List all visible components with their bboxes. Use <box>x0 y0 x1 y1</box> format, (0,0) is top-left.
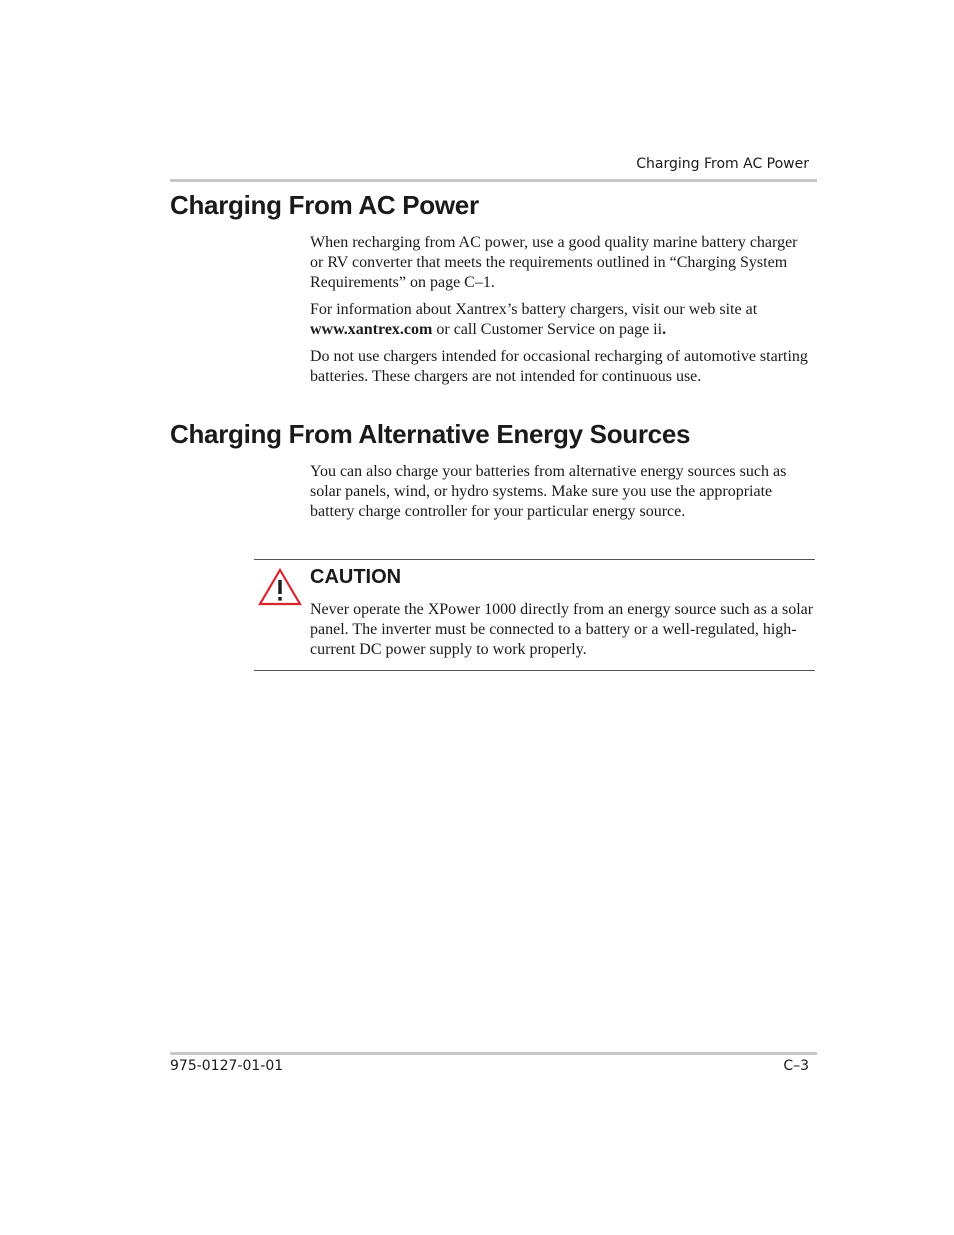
paragraph-text: For information about Xantrex’s battery chargers, visit our web site at <box>310 301 758 318</box>
warning-triangle-icon <box>258 568 302 606</box>
paragraph: Do not use chargers intended for occasional recharging of automotive starting batteries. These chargers are not intended for continuous use. <box>310 348 808 385</box>
section-heading-alternative-energy: Charging From Alternative Energy Sources <box>170 419 691 449</box>
section-heading-ac-power: Charging From AC Power <box>170 190 479 220</box>
caution-title: CAUTION <box>310 566 402 588</box>
paragraph: When recharging from AC power, use a good quality marine battery charger or RV converter that meets the requirements outlined in “Charging System Requirements” on page C–1. <box>310 234 798 291</box>
caution-text: Never operate the XPower 1000 directly from an energy source such as a solar panel. The inverter must be connected to a battery or a well-regulated, high-current DC power supply to work properly. <box>310 601 814 658</box>
running-header: Charging From AC Power <box>636 156 809 172</box>
paragraph-period: . <box>662 321 667 338</box>
website-link[interactable]: www.xantrex.com <box>310 321 433 338</box>
document-number: 975-0127-01-01 <box>170 1058 284 1074</box>
paragraph: You can also charge your batteries from alternative energy sources such as solar panels, wind, or hydro systems. Make sure you use the appropriate battery charge controller for your particular energy source. <box>310 463 787 520</box>
section-body-alternative-energy <box>310 462 810 529</box>
header-rule <box>170 179 817 182</box>
paragraph-text: or call Customer Service on page ii <box>432 321 663 338</box>
page-number: C–3 <box>783 1058 809 1074</box>
section-body-ac-power <box>310 233 810 394</box>
footer-rule <box>170 1052 817 1055</box>
caution-box <box>254 559 815 671</box>
paragraph <box>310 300 810 340</box>
